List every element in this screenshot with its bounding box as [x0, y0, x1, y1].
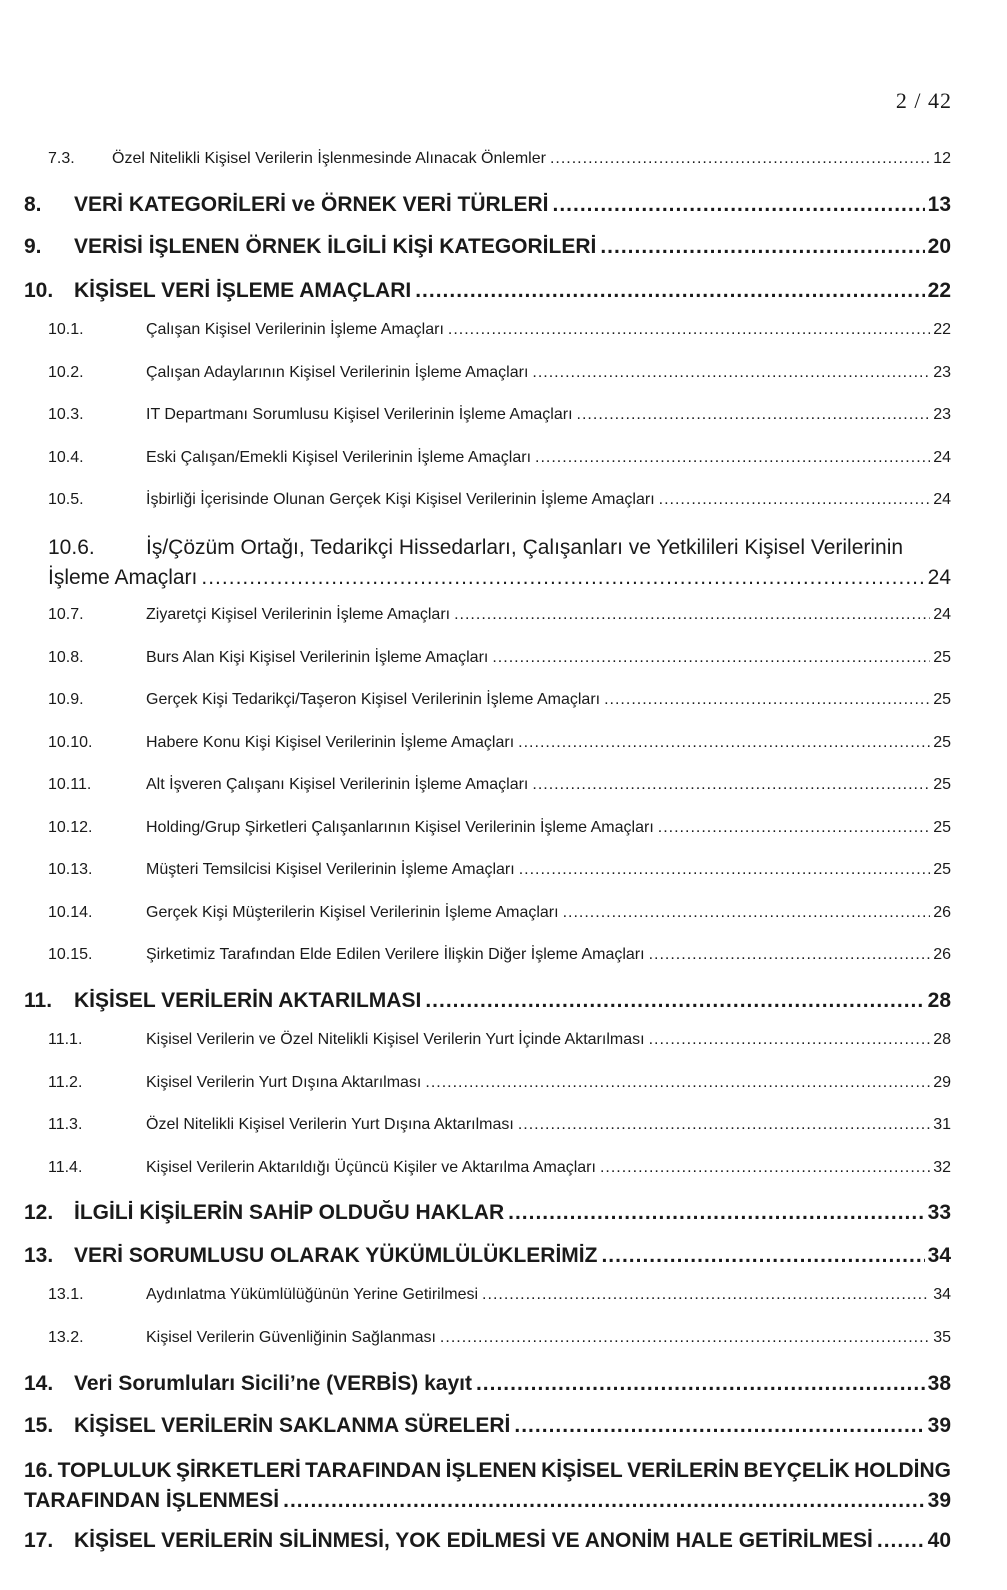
toc-entry-title: Kişisel Verilerin Yurt Dışına Aktarılması: [146, 1074, 422, 1091]
toc-entry-title: Kişisel Verilerin Güvenliğinin Sağlanması: [146, 1329, 436, 1346]
toc-leader-dots: [283, 1487, 925, 1515]
toc-entry-title-continued: İşleme Amaçları: [48, 566, 198, 589]
toc-entry-number: 10.9.: [48, 691, 84, 708]
toc-entry-10-5[interactable]: [48, 491, 951, 509]
toc-entry-10-2[interactable]: [48, 364, 951, 382]
toc-entry-title: Kişisel Verilerin ve Özel Nitelikli Kişisel Verilerin Yurt İçinde Aktarılması: [146, 1031, 645, 1048]
toc-entry-page: 25: [933, 691, 951, 708]
toc-entry-number: 10.6.: [48, 536, 95, 559]
toc-entry-title: Gerçek Kişi Müşterilerin Kişisel Verilerinin İşleme Amaçları: [146, 904, 559, 921]
toc-entry-number: 11.2.: [48, 1074, 83, 1091]
toc-entry-10-12[interactable]: [48, 819, 951, 837]
toc-entry-number: 14.: [24, 1372, 54, 1395]
toc-entry-page: 39: [927, 1489, 951, 1512]
toc-leader-dots: [492, 649, 930, 667]
toc-leader-dots: [532, 776, 930, 794]
toc-entry-10-10[interactable]: [48, 734, 951, 752]
toc-entry-11-2[interactable]: [48, 1074, 951, 1092]
toc-entry-10-11[interactable]: [48, 776, 951, 794]
toc-entry-number: 10.13.: [48, 861, 93, 878]
toc-entry-title-word: VERİLERİN: [627, 1459, 740, 1482]
toc-entry-10-15[interactable]: [48, 946, 951, 964]
toc-entry-number: 10.12.: [48, 819, 93, 836]
toc-entry-page: 25: [933, 649, 951, 666]
toc-entry-page: 32: [933, 1159, 951, 1176]
toc-entry-title: İşbirliği İçerisinde Olunan Gerçek Kişi Kişisel Verilerinin İşleme Amaçları: [146, 491, 655, 508]
toc-entry-page: 34: [933, 1286, 951, 1303]
toc-entry-page: 24: [933, 491, 951, 508]
toc-leader-dots: [425, 989, 924, 1013]
toc-entry-title: Habere Konu Kişi Kişisel Verilerinin İşleme Amaçları: [146, 734, 515, 751]
toc-entry-title: VERİ SORUMLUSU OLARAK YÜKÜMLÜLÜKLERİMİZ: [74, 1244, 598, 1267]
toc-entry-title: KİŞİSEL VERİLERİN SİLİNMESİ, YOK EDİLMESİ VE ANONİM HALE GETİRİLMESİ: [74, 1529, 873, 1552]
toc-entry-page: 39: [927, 1414, 951, 1437]
toc-entry-page: 24: [927, 566, 951, 589]
toc-entry-10[interactable]: [24, 279, 951, 303]
toc-entry-10-3[interactable]: [48, 406, 951, 424]
toc-entry-number: 13.1.: [48, 1286, 84, 1303]
toc-entry-title-word: TARAFINDAN: [305, 1459, 442, 1482]
toc-entry-title: IT Departmanı Sorumlusu Kişisel Verilerinin İşleme Amaçları: [146, 406, 573, 423]
toc-entry-title: İş/Çözüm Ortağı, Tedarikçi Hissedarları, Çalışanları ve Yetkilileri Kişisel Verilerinin: [146, 536, 904, 559]
toc-entry-title-word: TOPLULUK: [57, 1459, 172, 1482]
toc-leader-dots: [454, 606, 930, 624]
toc-entry-number: 10.2.: [48, 364, 84, 381]
toc-entry-title-word: HOLDİNG: [854, 1459, 951, 1482]
toc-entry-number: 16.: [24, 1459, 54, 1482]
toc-entry-number: 9.: [24, 235, 42, 258]
toc-entry-title: KİŞİSEL VERİLERİN AKTARILMASI: [74, 989, 422, 1012]
toc-leader-dots: [658, 819, 930, 837]
toc-entry-title: Eski Çalışan/Emekli Kişisel Verilerinin İşleme Amaçları: [146, 449, 532, 466]
toc-entry-first-line: [24, 1457, 951, 1485]
toc-leader-dots: [577, 406, 931, 424]
toc-entry-number: 11.1.: [48, 1031, 83, 1048]
toc-entry-title: KİŞİSEL VERİ İŞLEME AMAÇLARI: [74, 279, 412, 302]
toc-entry-second-line: [48, 564, 951, 592]
toc-leader-dots: [476, 1372, 925, 1396]
toc-entry-number: 10.1.: [48, 321, 84, 338]
toc-entry-title: Çalışan Adaylarının Kişisel Verilerinin İşleme Amaçları: [146, 364, 529, 381]
toc-entry-13[interactable]: [24, 1244, 951, 1268]
toc-entry-number: 15.: [24, 1414, 54, 1437]
toc-entry-12[interactable]: [24, 1201, 951, 1225]
toc-entry-page: 38: [927, 1372, 951, 1395]
toc-entry-page: 23: [933, 406, 951, 423]
toc-entry-page: 24: [933, 449, 951, 466]
toc-leader-dots: [425, 1074, 930, 1092]
toc-entry-10-8[interactable]: [48, 649, 951, 667]
toc-entry-8[interactable]: [24, 193, 951, 217]
toc-leader-dots: [649, 946, 931, 964]
toc-entry-title: VERİ KATEGORİLERİ ve ÖRNEK VERİ TÜRLERİ: [74, 193, 549, 216]
toc-leader-dots: [415, 279, 924, 303]
toc-entry-14[interactable]: [24, 1372, 951, 1396]
toc-entry-number: 10.: [24, 279, 54, 302]
toc-entry-title-word: İŞLENEN: [445, 1459, 537, 1482]
toc-entry-number: 11.: [24, 989, 53, 1012]
toc-entry-title-continued: TARAFINDAN İŞLENMESİ: [24, 1489, 280, 1512]
toc-entry-11-4[interactable]: [48, 1159, 951, 1177]
toc-entry-title: Alt İşveren Çalışanı Kişisel Verilerinin İşleme Amaçları: [146, 776, 529, 793]
toc-entry-title: Şirketimiz Tarafından Elde Edilen Verilere İlişkin Diğer İşleme Amaçları: [146, 946, 645, 963]
toc-leader-dots: [659, 491, 931, 509]
toc-entry-9[interactable]: [24, 235, 951, 259]
toc-entry-title: Kişisel Verilerin Aktarıldığı Üçüncü Kişiler ve Aktarılma Amaçları: [146, 1159, 596, 1176]
toc-leader-dots: [550, 150, 930, 168]
toc-leader-dots: [553, 193, 925, 217]
toc-leader-dots: [600, 235, 924, 259]
toc-entry-title: Müşteri Temsilcisi Kişisel Verilerinin İşleme Amaçları: [146, 861, 515, 878]
toc-leader-dots: [600, 1159, 930, 1177]
toc-entry-title: Ziyaretçi Kişisel Verilerinin İşleme Amaçları: [146, 606, 451, 623]
toc-leader-dots: [532, 364, 930, 382]
toc-entry-title: Özel Nitelikli Kişisel Verilerin İşlenmesinde Alınacak Önlemler: [112, 150, 546, 167]
toc-entry-13-2[interactable]: [48, 1329, 951, 1347]
toc-entry-number: 10.4.: [48, 449, 84, 466]
toc-leader-dots: [201, 564, 924, 592]
toc-leader-dots: [649, 1031, 931, 1049]
toc-leader-dots: [508, 1201, 925, 1225]
toc-entry-10-9[interactable]: [48, 691, 951, 709]
toc-entry-page: 35: [933, 1329, 951, 1346]
toc-entry-page: 20: [927, 235, 951, 258]
toc-entry-page: 34: [927, 1244, 951, 1267]
toc-entry-page: 33: [927, 1201, 951, 1224]
toc-entry-number: 13.: [24, 1244, 54, 1267]
toc-entry-11-1[interactable]: [48, 1031, 951, 1049]
toc-entry-title-word: ŞİRKETLERİ: [175, 1459, 301, 1482]
toc-leader-dots: [482, 1286, 930, 1304]
toc-entry-page: 26: [933, 904, 951, 921]
toc-entry-title: Burs Alan Kişi Kişisel Verilerinin İşleme Amaçları: [146, 649, 489, 666]
toc-entry-second-line: [24, 1487, 951, 1515]
toc-entry-page: 29: [933, 1074, 951, 1091]
toc-leader-dots: [440, 1329, 930, 1347]
toc-entry-number: 12.: [24, 1201, 54, 1224]
toc-entry-page: 25: [933, 734, 951, 751]
toc-leader-dots: [514, 1414, 924, 1438]
toc-entry-15[interactable]: [24, 1414, 951, 1438]
toc-entry-number: 10.11.: [48, 776, 92, 793]
toc-entry-title-word: BEYÇELİK: [743, 1459, 850, 1482]
page-number: 2 / 42: [895, 88, 952, 113]
toc-entry-title: VERİSİ İŞLENEN ÖRNEK İLGİLİ KİŞİ KATEGORİLERİ: [74, 235, 597, 258]
toc-entry-page: 25: [933, 776, 951, 793]
toc-entry-page: 26: [933, 946, 951, 963]
toc-entry-number: 11.3.: [48, 1116, 83, 1133]
toc-entry-number: 10.7.: [48, 606, 84, 623]
toc-entry-title: Özel Nitelikli Kişisel Verilerin Yurt Dışına Aktarılması: [146, 1116, 514, 1133]
toc-entry-title: Veri Sorumluları Sicili’ne (VERBİS) kayıt: [74, 1372, 472, 1395]
toc-entry-page: 31: [933, 1116, 951, 1133]
toc-entry-10-14[interactable]: [48, 904, 951, 922]
toc-leader-dots: [601, 1244, 924, 1268]
toc-entry-11[interactable]: [24, 989, 951, 1013]
toc-entry-number: 10.14.: [48, 904, 93, 921]
toc-entry-first-line: [48, 534, 951, 562]
toc-entry-page: 22: [933, 321, 951, 338]
toc-entry-page: 28: [927, 989, 951, 1012]
toc-entry-10-1[interactable]: [48, 321, 951, 339]
toc-leader-dots: [518, 1116, 930, 1134]
toc-entry-page: 24: [933, 606, 951, 623]
toc-entry-17[interactable]: [24, 1529, 951, 1553]
toc-entry-11-3[interactable]: [48, 1116, 951, 1134]
toc-leader-dots: [604, 691, 930, 709]
toc-entry-number: 10.8.: [48, 649, 84, 666]
toc-leader-dots: [518, 734, 930, 752]
toc-entry-number: 10.3.: [48, 406, 84, 423]
toc-entry-page: 12: [933, 150, 951, 167]
toc-entry-number: 7.3.: [48, 150, 75, 167]
toc-entry-13-1[interactable]: [48, 1286, 951, 1304]
toc-entry-title: Çalışan Kişisel Verilerinin İşleme Amaçları: [146, 321, 444, 338]
toc-leader-dots: [519, 861, 931, 879]
toc-entry-10-4[interactable]: [48, 449, 951, 467]
toc-entry-number: 8.: [24, 193, 42, 216]
toc-entry-page: 23: [933, 364, 951, 381]
toc-leader-dots: [535, 449, 930, 467]
toc-entry-page: 40: [927, 1529, 951, 1552]
toc-entry-title: KİŞİSEL VERİLERİN SAKLANMA SÜRELERİ: [74, 1414, 511, 1437]
toc-leader-dots: [448, 321, 930, 339]
toc-entry-10-13[interactable]: [48, 861, 951, 879]
toc-entry-page: 25: [933, 819, 951, 836]
toc-entry-title: İLGİLİ KİŞİLERİN SAHİP OLDUĞU HAKLAR: [74, 1201, 505, 1224]
toc-entry-7-3[interactable]: [48, 150, 951, 168]
toc-entry-page: 28: [933, 1031, 951, 1048]
toc-entry-number: 13.2.: [48, 1329, 84, 1346]
toc-entry-title: Gerçek Kişi Tedarikçi/Taşeron Kişisel Verilerinin İşleme Amaçları: [146, 691, 601, 708]
toc-entry-number: 17.: [24, 1529, 54, 1552]
toc-entry-number: 11.4.: [48, 1159, 83, 1176]
toc-entry-number: 10.15.: [48, 946, 93, 963]
toc-entry-page: 22: [927, 279, 951, 302]
toc-entry-page: 25: [933, 861, 951, 878]
toc-entry-10-7[interactable]: [48, 606, 951, 624]
toc-leader-dots: [563, 904, 931, 922]
toc-entry-title: Aydınlatma Yükümlülüğünün Yerine Getirilmesi: [146, 1286, 479, 1303]
toc-entry-number: 10.5.: [48, 491, 84, 508]
toc-leader-dots: [877, 1529, 925, 1553]
toc-entry-title-word: KİŞİSEL: [541, 1459, 623, 1482]
toc-entry-title: Holding/Grup Şirketleri Çalışanlarının Kişisel Verilerinin İşleme Amaçları: [146, 819, 654, 836]
toc-entry-number: 10.10.: [48, 734, 93, 751]
toc-entry-page: 13: [927, 193, 951, 216]
